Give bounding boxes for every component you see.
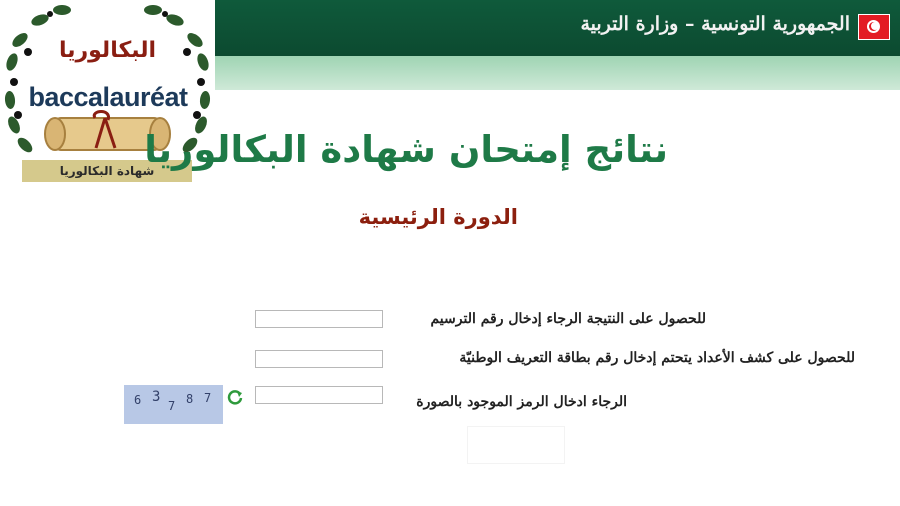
page-title: نتائج إمتحان شهادة البكالوريا: [144, 128, 668, 171]
captcha-char: 6: [134, 393, 142, 407]
id-card-label: للحصول على كشف الأعداد يتحتم إدخال رقم بطاقة التعريف الوطنيّة: [459, 350, 855, 366]
session-title: الدورة الرئيسية: [358, 205, 518, 229]
logo-arabic-title: البكالوريا: [58, 38, 157, 63]
registration-number-input[interactable]: [255, 310, 383, 328]
logo-french-title: baccalauréat: [28, 82, 188, 112]
registration-label: للحصول على النتيجة الرجاء إدخال رقم الترسيم: [430, 311, 706, 327]
captcha-char: 8: [186, 392, 194, 406]
submit-button[interactable]: [467, 426, 565, 464]
captcha-char: 7: [168, 399, 176, 413]
tunisia-flag-icon: [858, 14, 890, 40]
captcha-image: [124, 385, 223, 424]
captcha-char: 7: [204, 391, 212, 405]
ministry-title: الجمهورية التونسية – وزارة التربية: [580, 13, 850, 35]
site-header: [215, 0, 900, 90]
id-card-input[interactable]: [255, 350, 383, 368]
captcha-label: الرجاء ادخال الرمز الموجود بالصورة: [416, 394, 627, 410]
header-top-bar: [215, 0, 900, 56]
captcha-char: 3: [152, 389, 161, 405]
refresh-icon[interactable]: [226, 388, 244, 406]
header-band: [215, 56, 900, 90]
logo-arabic-subtitle: شهادة البكالوريا: [22, 160, 192, 182]
captcha-input[interactable]: [255, 386, 383, 404]
